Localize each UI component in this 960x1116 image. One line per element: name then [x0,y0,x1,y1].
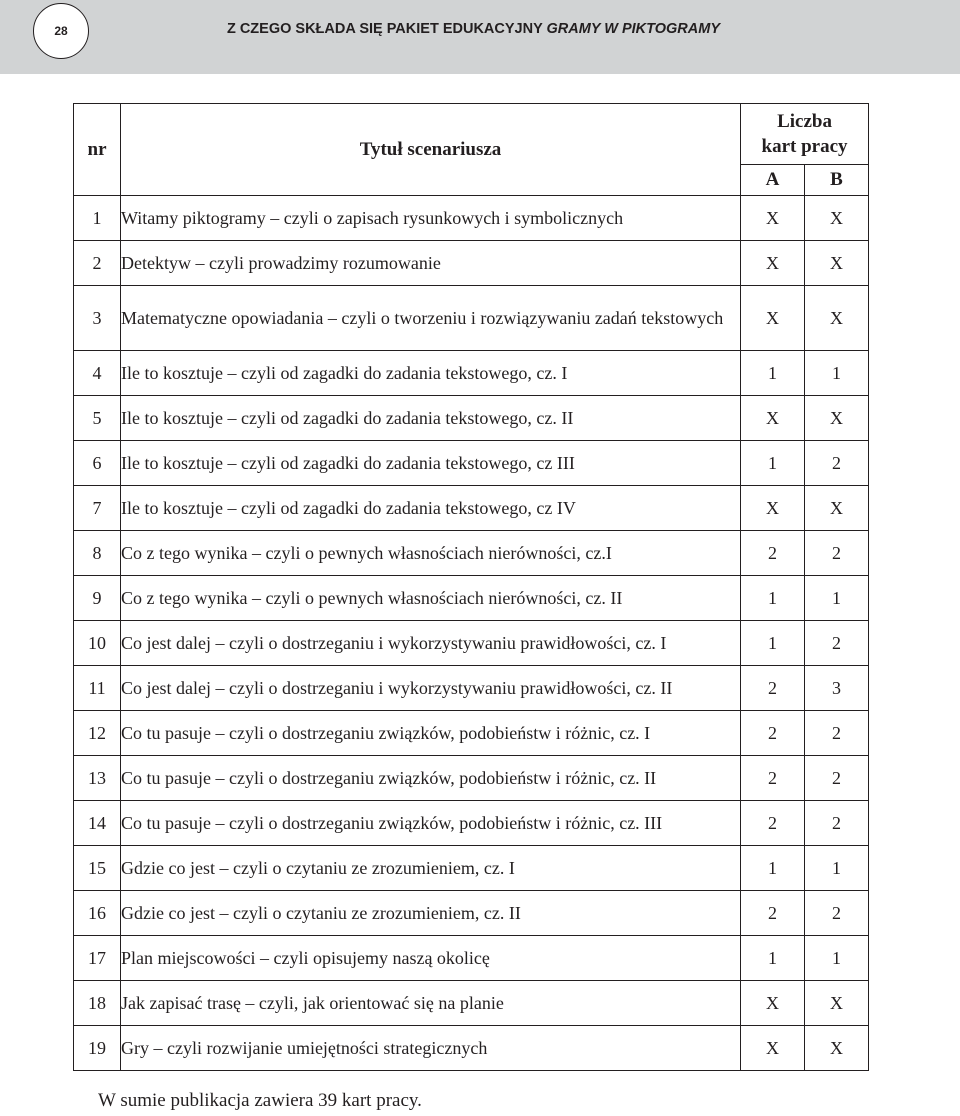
header-count-line2: kart pracy [761,136,848,157]
page-header [0,0,960,74]
row-count-b: 2 [805,891,869,936]
table-row [74,486,869,531]
row-title: Jak zapisać trasę – czyli, jak orientować się na planie [121,981,741,1026]
table-row [74,196,869,241]
row-number: 6 [74,441,121,486]
row-number: 13 [74,756,121,801]
row-count-a: 1 [741,441,805,486]
table-row [74,241,869,286]
header-b: B [805,165,869,196]
row-title: Co tu pasuje – czyli o dostrzeganiu związków, podobieństw i różnic, cz. II [121,756,741,801]
table-body [74,196,869,1071]
table-row [74,711,869,756]
row-title: Co tu pasuje – czyli o dostrzeganiu związków, podobieństw i różnic, cz. I [121,711,741,756]
header-nr: nr [74,104,121,196]
header-count-line1: Liczba [777,111,832,132]
table-row [74,396,869,441]
row-count-a: 2 [741,711,805,756]
row-count-b: 2 [805,801,869,846]
row-title: Co tu pasuje – czyli o dostrzeganiu związków, podobieństw i różnic, cz. III [121,801,741,846]
summary-text: W sumie publikacja zawiera 39 kart pracy. [98,1090,422,1111]
row-count-b: 2 [805,621,869,666]
row-title: Detektyw – czyli prowadzimy rozumowanie [121,241,741,286]
row-title: Ile to kosztuje – czyli od zagadki do zadania tekstowego, cz III [121,441,741,486]
row-count-a: X [741,196,805,241]
header-a: A [741,165,805,196]
row-count-b: 2 [805,441,869,486]
row-count-a: X [741,286,805,351]
row-count-a: 2 [741,756,805,801]
row-title: Witamy piktogramy – czyli o zapisach rysunkowych i symbolicznych [121,196,741,241]
running-title-italic: GRAMY W PIKTOGRAMY [546,21,720,37]
table-row [74,891,869,936]
running-title-main: Z CZEGO SKŁADA SIĘ PAKIET EDUKACYJNY [226,21,543,37]
row-title: Gry – czyli rozwijanie umiejętności strategicznych [121,1026,741,1071]
row-count-a: 2 [741,801,805,846]
row-number: 8 [74,531,121,576]
row-count-b: X [805,396,869,441]
table-row [74,441,869,486]
row-title: Co z tego wynika – czyli o pewnych własnościach nierówności, cz. II [121,576,741,621]
scenarios-table [73,103,869,1071]
row-title: Matematyczne opowiadania – czyli o tworzeniu i rozwiązywaniu zadań tekstowych [121,286,741,351]
row-count-b: X [805,196,869,241]
row-number: 5 [74,396,121,441]
table-row [74,531,869,576]
table-row [74,1026,869,1071]
header-title: Tytuł scenariusza [121,104,741,196]
row-number: 2 [74,241,121,286]
row-number: 10 [74,621,121,666]
row-number: 11 [74,666,121,711]
table-row [74,981,869,1026]
row-number: 1 [74,196,121,241]
row-number: 9 [74,576,121,621]
row-number: 3 [74,286,121,351]
row-title: Gdzie co jest – czyli o czytaniu ze zrozumieniem, cz. II [121,891,741,936]
row-count-b: X [805,286,869,351]
row-count-b: 1 [805,351,869,396]
table-row [74,286,869,351]
row-count-a: 1 [741,621,805,666]
row-title: Gdzie co jest – czyli o czytaniu ze zrozumieniem, cz. I [121,846,741,891]
row-count-a: 1 [741,846,805,891]
row-count-a: 1 [741,351,805,396]
row-count-a: 2 [741,891,805,936]
row-number: 15 [74,846,121,891]
row-title: Co jest dalej – czyli o dostrzeganiu i wykorzystywaniu prawidłowości, cz. I [121,621,741,666]
row-count-b: 2 [805,531,869,576]
row-count-a: X [741,486,805,531]
table-row [74,801,869,846]
row-title: Co z tego wynika – czyli o pewnych własnościach nierówności, cz.I [121,531,741,576]
table-row [74,846,869,891]
row-count-b: X [805,981,869,1026]
row-count-b: 2 [805,756,869,801]
row-count-b: 1 [805,936,869,981]
row-count-a: X [741,1026,805,1071]
row-count-b: X [805,486,869,531]
row-number: 17 [74,936,121,981]
row-number: 16 [74,891,121,936]
row-title: Ile to kosztuje – czyli od zagadki do zadania tekstowego, cz IV [121,486,741,531]
row-title: Plan miejscowości – czyli opisujemy naszą okolicę [121,936,741,981]
row-number: 19 [74,1026,121,1071]
row-title: Co jest dalej – czyli o dostrzeganiu i wykorzystywaniu prawidłowości, cz. II [121,666,741,711]
row-count-a: 1 [741,936,805,981]
header-worksheet-count [741,104,869,165]
row-count-b: 2 [805,711,869,756]
table-row [74,576,869,621]
row-count-a: X [741,396,805,441]
row-count-b: 3 [805,666,869,711]
row-title: Ile to kosztuje – czyli od zagadki do zadania tekstowego, cz. I [121,351,741,396]
row-number: 14 [74,801,121,846]
row-number: 18 [74,981,121,1026]
table-row [74,666,869,711]
row-count-b: 1 [805,576,869,621]
table-row [74,351,869,396]
row-count-a: X [741,241,805,286]
table-row [74,756,869,801]
row-count-a: X [741,981,805,1026]
page-number: 28 [33,3,89,59]
running-title [227,21,720,37]
row-number: 7 [74,486,121,531]
row-count-b: 1 [805,846,869,891]
row-count-a: 2 [741,531,805,576]
table-row [74,936,869,981]
table-row [74,621,869,666]
row-count-b: X [805,1026,869,1071]
row-count-b: X [805,241,869,286]
row-number: 12 [74,711,121,756]
row-title: Ile to kosztuje – czyli od zagadki do zadania tekstowego, cz. II [121,396,741,441]
row-count-a: 1 [741,576,805,621]
row-count-a: 2 [741,666,805,711]
row-number: 4 [74,351,121,396]
